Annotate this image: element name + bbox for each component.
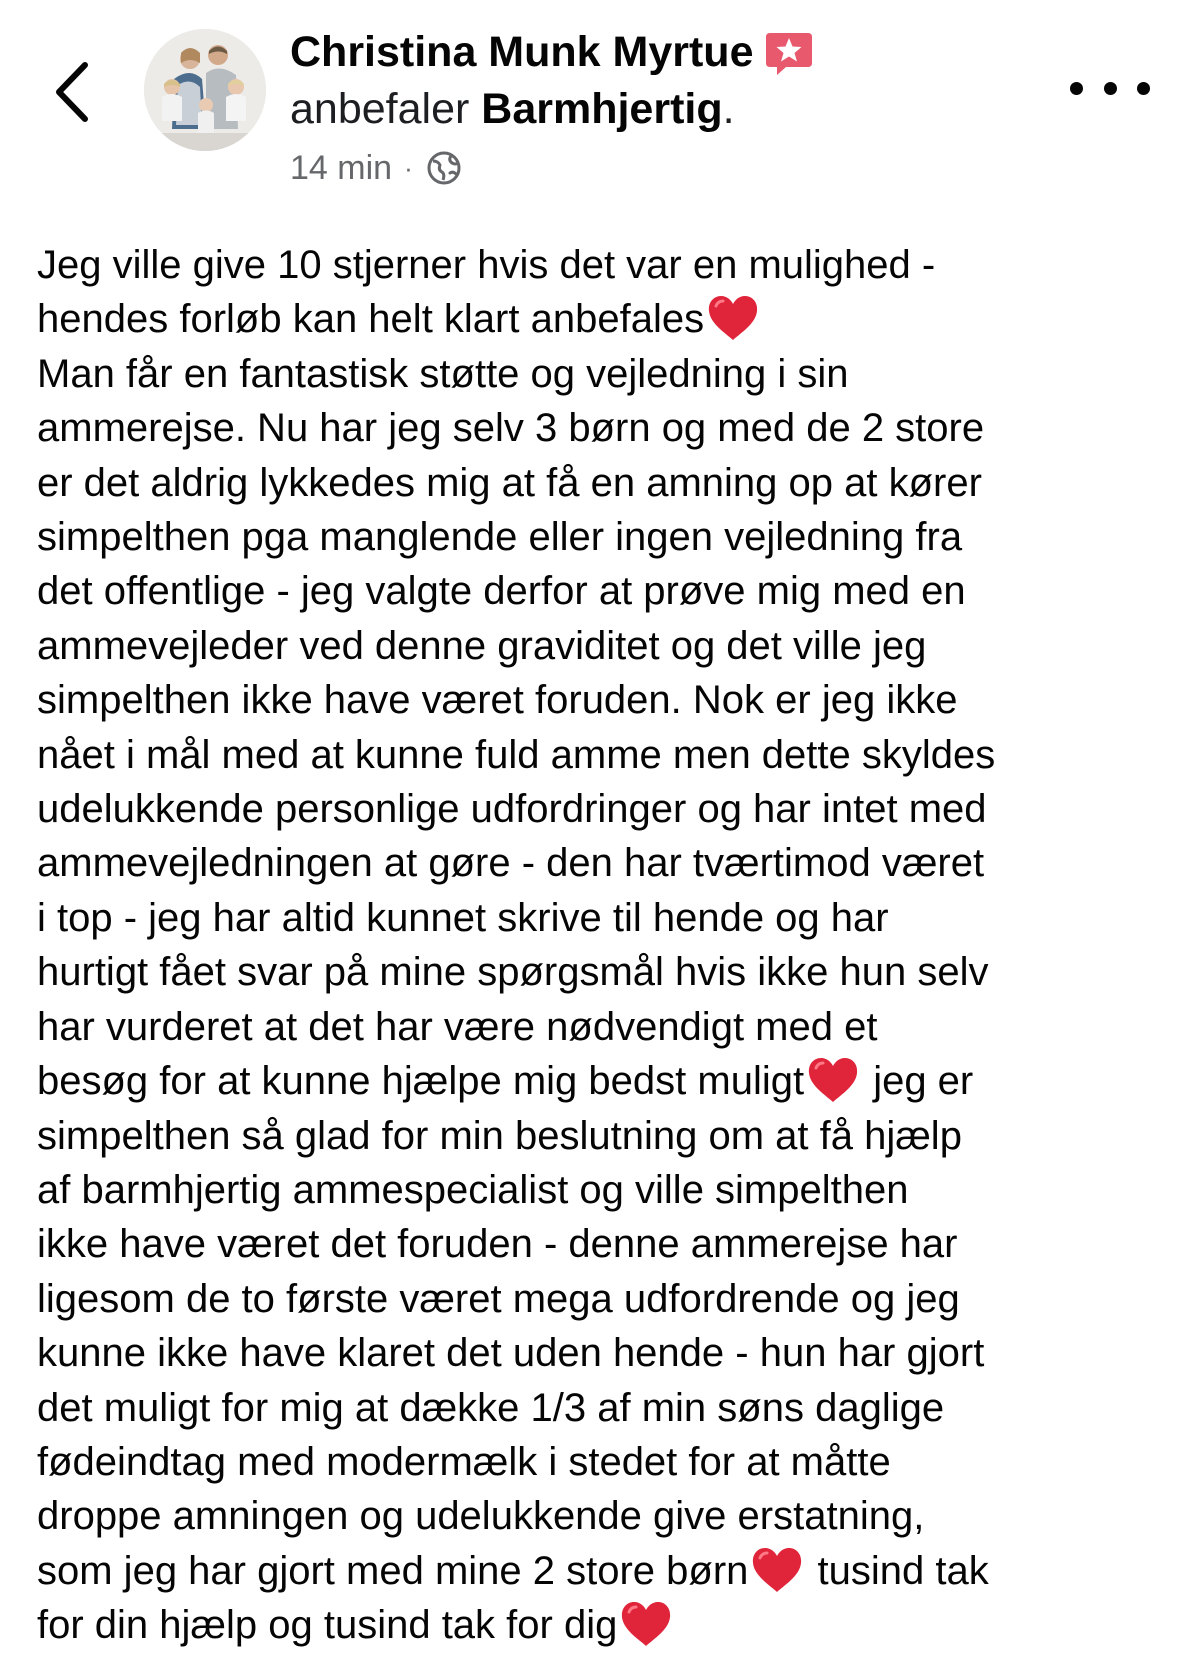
post-time[interactable]: 14 min: [290, 149, 393, 187]
more-horizontal-icon-dot: [1137, 82, 1150, 95]
post-text-segment: tusind tak for din hjælp og tusind tak for dig: [37, 1548, 989, 1648]
post-text-segment: Man får en fantastisk støtte og vejledning i sin ammerejse. Nu har jeg selv 3 børn og med de 2 store er det aldrig lykkedes mig at få en amning op at kører simpelthen pga manglende eller ingen vejledning fra det offentlige - jeg valgte derfor at prøve mig med en ammevejleder ved denne graviditet og det ville jeg simpelthen ikke have været foruden. Nok er jeg ikke nået i mål med at kunne fuld amme men dette skyldes udelukkende personlige udfordringer og har intet med ammevejledningen at gøre - den har tværtimod været i top - jeg har altid kunnet skrive til hende og har hurtigt fået svar på mine spørgsmål hvis ikke hun selv har vurderet at det har være nødvendigt med et besøg for at kunne hjælpe mig bedst muligt: [37, 351, 996, 1104]
author-name[interactable]: Christina Munk Myrtue: [290, 28, 754, 76]
post-body: [37, 238, 1162, 1653]
avatar[interactable]: [144, 29, 266, 151]
recommend-verb: anbefaler: [290, 85, 470, 133]
post-text-segment: Jeg ville give 10 stjerner hvis det var en mulighed - hendes forløb kan helt klart anbefales: [37, 243, 936, 342]
more-options-button[interactable]: [1070, 68, 1150, 108]
red-heart-icon: [706, 294, 760, 342]
back-button[interactable]: [48, 52, 98, 132]
more-horizontal-icon-dot: [1070, 82, 1083, 95]
globe-icon: [425, 149, 463, 187]
recommend-line: [290, 80, 1050, 138]
recommend-star-icon: [764, 29, 814, 79]
more-horizontal-icon-dot: [1104, 82, 1117, 95]
chevron-left-icon: [53, 61, 93, 123]
page-name-link[interactable]: Barmhjertig: [481, 85, 723, 133]
page-suffix: .: [722, 85, 735, 133]
red-heart-icon: [619, 1600, 673, 1648]
post-text-segment: jeg er simpelthen så glad for min beslutning om at få hjælp af barmhjertig ammespecialist og ville simpelthen ikke have været det foruden - denne ammerejse har ligesom de to første været mega udfordrende og jeg kunne ikke have klaret det uden hende - hun har gjort det muligt for mig at dække 1/3 af min søns daglige fødeindtag med modermælk i stedet for at måtte droppe amningen og udelukkende give erstatning, som jeg har gjort med mine 2 store børn: [37, 1059, 985, 1593]
author-line: [290, 24, 1050, 80]
red-heart-icon: [750, 1546, 804, 1594]
post-meta: [290, 146, 1050, 190]
family-photo: [144, 29, 266, 151]
meta-separator: ·: [404, 153, 413, 183]
post-header: [290, 24, 1050, 190]
red-heart-icon: [806, 1056, 860, 1104]
